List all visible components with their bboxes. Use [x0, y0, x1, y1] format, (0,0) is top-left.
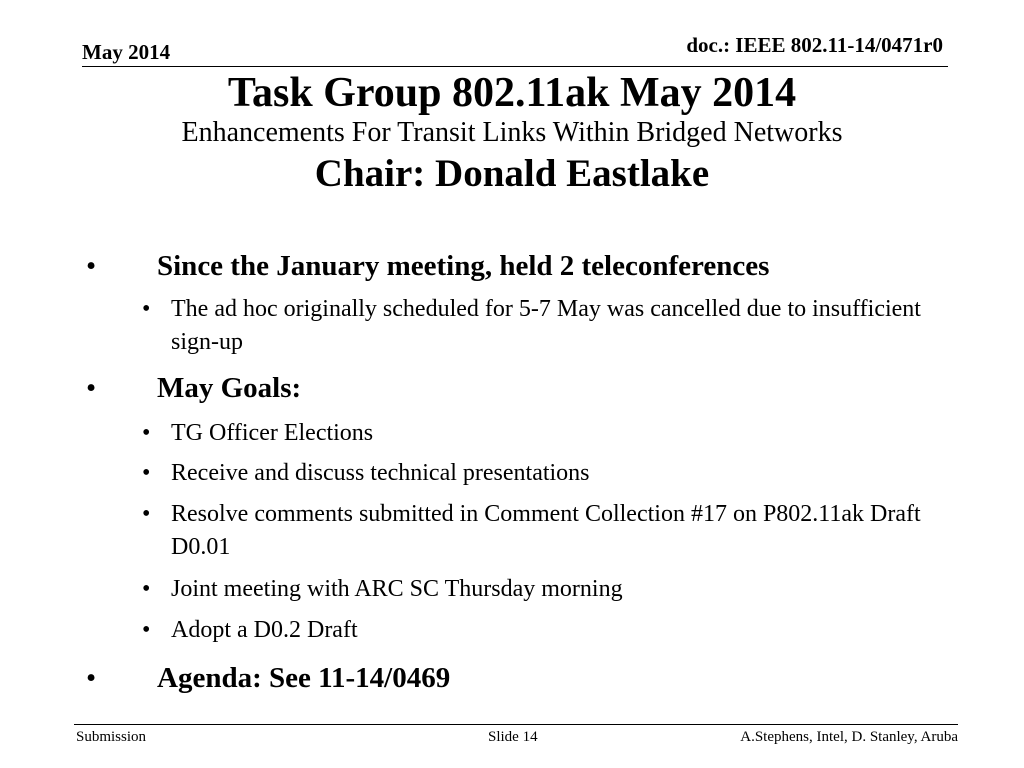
bullet-text: May Goals:	[157, 372, 302, 404]
footer-divider	[74, 724, 958, 725]
sub-bullet-dot-icon: •	[142, 296, 151, 322]
bullet-dot-icon: •	[86, 662, 97, 694]
bullet-text: Agenda: See 11-14/0469	[157, 662, 451, 694]
sub-bullet-text: The ad hoc originally scheduled for 5-7 May was cancelled due to insufficient sign-up	[171, 296, 921, 355]
sub-bullet-item	[142, 614, 942, 647]
bullet-text: Since the January meeting, held 2 teleconferences	[157, 250, 770, 282]
sub-bullet-dot-icon: •	[142, 617, 151, 643]
sub-bullet-text: Adopt a D0.2 Draft	[171, 617, 358, 643]
bullet-dot-icon: •	[86, 372, 97, 404]
sub-bullet-dot-icon: •	[142, 460, 151, 486]
sub-bullet-dot-icon: •	[142, 576, 151, 602]
sub-bullet-dot-icon: •	[142, 501, 151, 527]
header-date: May 2014	[82, 40, 171, 64]
slide-title: Task Group 802.11ak May 2014	[227, 70, 797, 116]
footer-submission: Submission	[76, 729, 147, 745]
sub-bullet-text: Resolve comments submitted in Comment Collection #17 on P802.11ak Draft D0.01	[171, 501, 921, 560]
sub-bullet-item	[142, 417, 942, 450]
sub-bullet-text: Joint meeting with ARC SC Thursday morning	[171, 576, 623, 602]
sub-bullet-text: TG Officer Elections	[171, 420, 374, 446]
slide-subtitle: Enhancements For Transit Links Within Bridged Networks	[181, 117, 843, 148]
footer-slide-number: Slide 14	[488, 729, 538, 745]
sub-bullet-item	[142, 498, 942, 564]
sub-bullet-text: Receive and discuss technical presentations	[171, 460, 590, 486]
header-doc-id: doc.: IEEE 802.11-14/0471r0	[686, 33, 943, 57]
bullet-dot-icon: •	[86, 250, 97, 282]
slide-chair: Chair: Donald Eastlake	[314, 152, 710, 195]
sub-bullet-item	[142, 293, 942, 359]
sub-bullet-item	[142, 457, 942, 490]
sub-bullet-dot-icon: •	[142, 420, 151, 446]
footer-authors: A.Stephens, Intel, D. Stanley, Aruba	[740, 729, 958, 745]
sub-bullet-item	[142, 573, 942, 606]
